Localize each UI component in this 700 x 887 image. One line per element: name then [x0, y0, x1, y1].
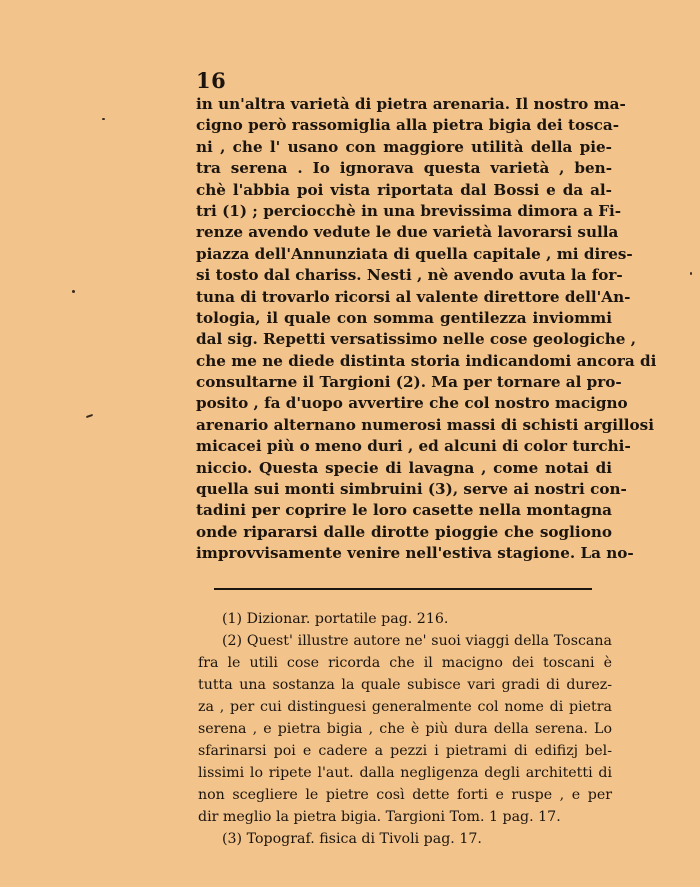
body-line: tadini per coprire le loro casette nella montagna: [196, 501, 612, 520]
body-line: micacei più o meno duri , ed alcuni di color turchi-: [196, 437, 631, 456]
paper-speck: [86, 414, 93, 418]
body-line: renze avendo vedute le due varietà lavorarsi sulla: [196, 223, 619, 242]
body-line: tuna di trovarlo ricorsi al valente direttore dell'An-: [196, 287, 631, 306]
body-line: cigno però rassomiglia alla pietra bigia dei tosca-: [196, 116, 620, 135]
footnote-line: lissimi lo ripete l'aut. dalla negligenza degli architetti di: [198, 765, 612, 781]
body-line: tra serena . Io ignorava questa varietà , ben-: [196, 159, 612, 178]
body-line: consultarne il Targioni (2). Ma per tornare al pro-: [196, 373, 622, 392]
body-line: tologia, il quale con somma gentilezza inviommi: [196, 308, 612, 327]
paper-speck: [690, 272, 692, 275]
body-line: quella sui monti simbruini (3), serve ai nostri con-: [196, 480, 627, 499]
footnote-line: tutta una sostanza la quale subisce vari gradi di durez-: [198, 677, 612, 693]
body-line: dal sig. Repetti versatissimo nelle cose geologiche ,: [196, 330, 637, 349]
page-number: 16: [196, 68, 227, 93]
footnotes: [198, 608, 612, 850]
paper-speck: [102, 118, 105, 120]
footnote-line: (3) Topograf. fisica di Tivoli pag. 17.: [222, 831, 482, 847]
body-line: che me ne diede distinta storia indicandomi ancora di: [196, 351, 657, 370]
footnote-divider: [214, 588, 592, 590]
footnote-line: non scegliere le pietre così dette forti e ruspe , e per: [198, 787, 612, 803]
body-line: improvvisamente venire nell'estiva stagione. La no-: [196, 544, 634, 563]
body-line: piazza dell'Annunziata di quella capitale , mi dires-: [196, 244, 633, 263]
body-line: arenario alternano numerosi massi di schisti argillosi: [196, 415, 654, 434]
body-line: niccio. Questa specie di lavagna , come notai di: [196, 458, 612, 477]
footnote-line: (1) Dizionar. portatile pag. 216.: [222, 611, 449, 627]
paper-speck: [72, 290, 75, 293]
body-line: onde ripararsi dalle dirotte pioggie che sogliono: [196, 522, 612, 541]
body-line: posito , fa d'uopo avvertire che col nostro macigno: [196, 394, 628, 413]
body-line: chè l'abbia poi vista riportata dal Bossi e da al-: [196, 180, 612, 199]
footnote-line: za , per cui distinguesi generalmente col nome di pietra: [198, 699, 612, 715]
footnote-line: sfarinarsi poi e cadere a pezzi i pietrami di edifizj bel-: [198, 743, 612, 759]
body-line: tri (1) ; perciocchè in una brevissima dimora a Fi-: [196, 201, 622, 220]
footnote-line: serena , e pietra bigia , che è più dura della serena. Lo: [198, 721, 612, 737]
footnote-line: fra le utili cose ricorda che il macigno dei toscani è: [198, 655, 612, 671]
body-line: in un'altra varietà di pietra arenaria. Il nostro ma-: [196, 95, 626, 113]
body-text: [196, 94, 657, 565]
footnote-line: dir meglio la pietra bigia. Targioni Tom. 1 pag. 17.: [198, 809, 561, 825]
footnote-line: (2) Quest' illustre autore ne' suoi viaggi della Toscana: [222, 633, 612, 649]
body-line: ni , che l' usano con maggiore utilità della pie-: [196, 137, 612, 156]
body-line: si tosto dal chariss. Nesti , nè avendo avuta la for-: [196, 266, 623, 285]
